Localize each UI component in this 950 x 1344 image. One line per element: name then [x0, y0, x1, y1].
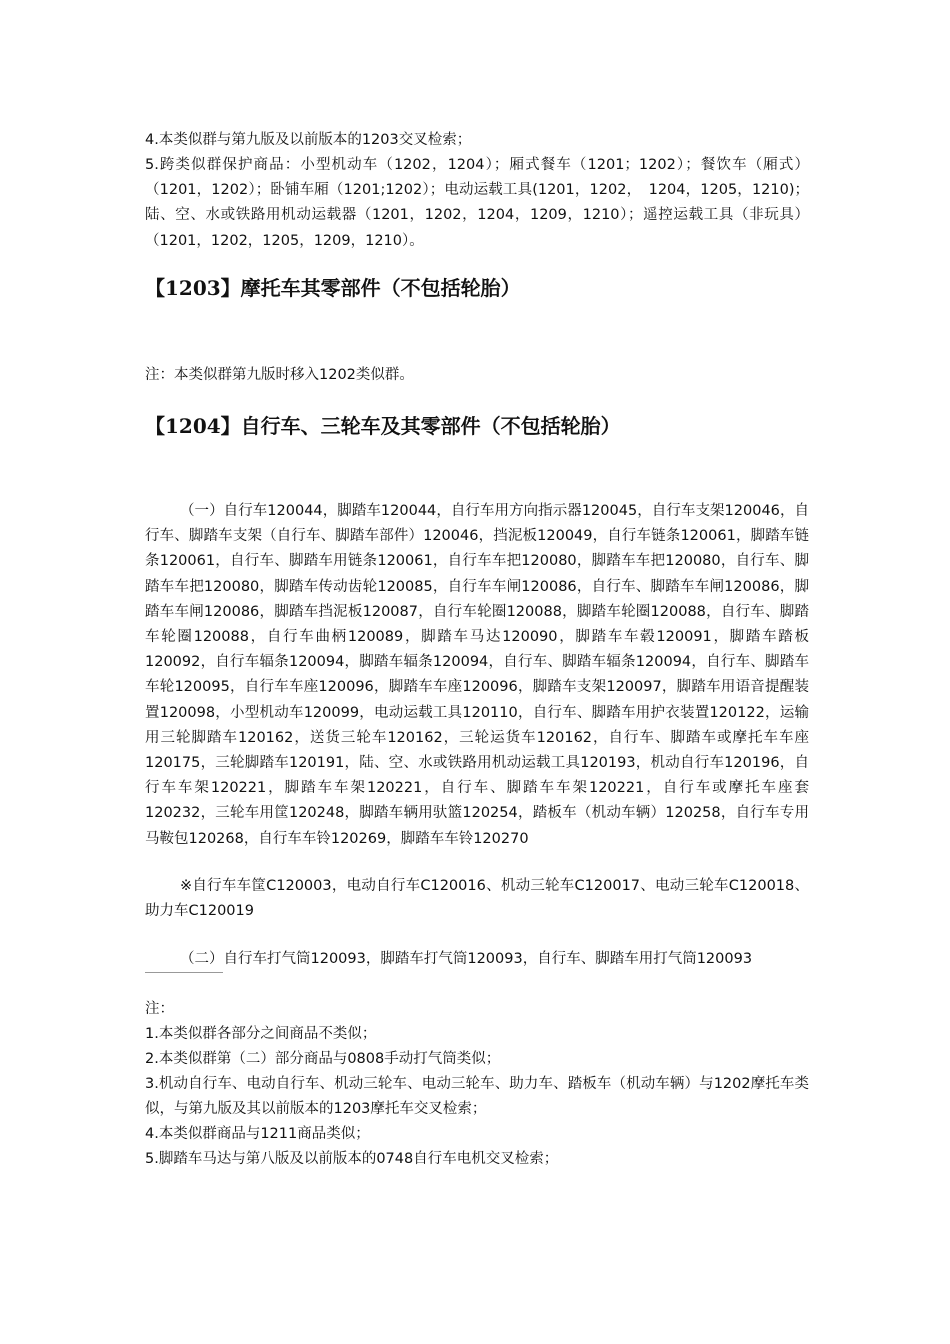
section-1204-part-1-extra: ※自行车车筐C120003，电动自行车C120016、机动三轮车C120017、电动三轮车C120018、助力车C120019	[145, 878, 809, 920]
section-heading-1203: 【1203】摩托车其零部件（不包括轮胎）	[145, 276, 521, 300]
note-item-3: 3.机动自行车、电动自行车、机动三轮车、电动三轮车、助力车、踏板车（机动车辆）与1202摩托车类似，与第九版及其以前版本的1203摩托车交叉检索；	[145, 1076, 809, 1118]
notes-title: 注：	[145, 1001, 174, 1017]
note-item-2: 2.本类似群第（二）部分商品与0808手动打气筒类似；	[145, 1051, 501, 1067]
note-item-5: 5.跨类似群保护商品：小型机动车（1202，1204）；厢式餐车（1201；1202）；餐饮车（厢式）（1201，1202）；卧铺车厢（1201;1202）；电动运载工具(1201，1202， 1204，1205，1210)；陆、空、水或铁路用机动运载器（1201，1202，1204，1209，1210）；遥控运载工具（非玩具）（1201，1202，1205，1209，1210）。	[145, 157, 809, 249]
note-item-5: 5.脚踏车马达与第八版及以前版本的0748自行车电机交叉检索；	[145, 1151, 559, 1167]
section-1204-part-1: （一）自行车120044，脚踏车120044，自行车用方向指示器120045，自行车支架120046，自行车、脚踏车支架（自行车、脚踏车部件）120046，挡泥板120049，自行车链条120061，脚踏车链条120061，自行车、脚踏车用链条120061，自行车车把120080，脚踏车车把120080，自行车、脚踏车车把120080，脚踏车传动齿轮120085，自行车车闸120086，自行车、脚踏车车闸120086，脚踏车车闸120086，脚踏车挡泥板120087，自行车轮圈120088，脚踏车轮圈120088，自行车、脚踏车轮圈120088，自行车曲柄120089，脚踏车马达120090，脚踏车车毂120091，脚踏车踏板120092，自行车辐条120094，脚踏车辐条120094，自行车、脚踏车辐条120094，自行车、脚踏车车轮120095，自行车车座120096，脚踏车车座120096，脚踏车支架120097，脚踏车用语音提醒装置120098，小型机动车120099，电动运载工具120110，自行车、脚踏车用护衣装置120122，运输用三轮脚踏车120162，送货三轮车120162，三轮运货车120162，自行车、脚踏车或摩托车车座120175，三轮脚踏车120191，陆、空、水或铁路用机动运载工具120193，机动自行车120196，自行车车架120221，脚踏车车架120221，自行车、脚踏车车架120221，自行车或摩托车座套120232，三轮车用筐120248，脚踏车辆用驮篮120254，踏板车（机动车辆）120258，自行车专用马鞍包120268，自行车车铃120269，脚踏车车铃120270	[145, 503, 809, 847]
divider-line	[145, 972, 223, 973]
note-item-4: 4.本类似群与第九版及以前版本的1203交叉检索；	[145, 132, 472, 148]
section-1203-note: 注：本类似群第九版时移入1202类似群。	[145, 367, 414, 383]
section-heading-1204: 【1204】自行车、三轮车及其零部件（不包括轮胎）	[145, 414, 621, 438]
note-item-4: 4.本类似群商品与1211商品类似；	[145, 1126, 370, 1142]
section-1204-part-2: （二）自行车打气筒120093，脚踏车打气筒120093，自行车、脚踏车用打气筒120093	[180, 951, 753, 967]
note-item-1: 1.本类似群各部分之间商品不类似；	[145, 1026, 377, 1042]
